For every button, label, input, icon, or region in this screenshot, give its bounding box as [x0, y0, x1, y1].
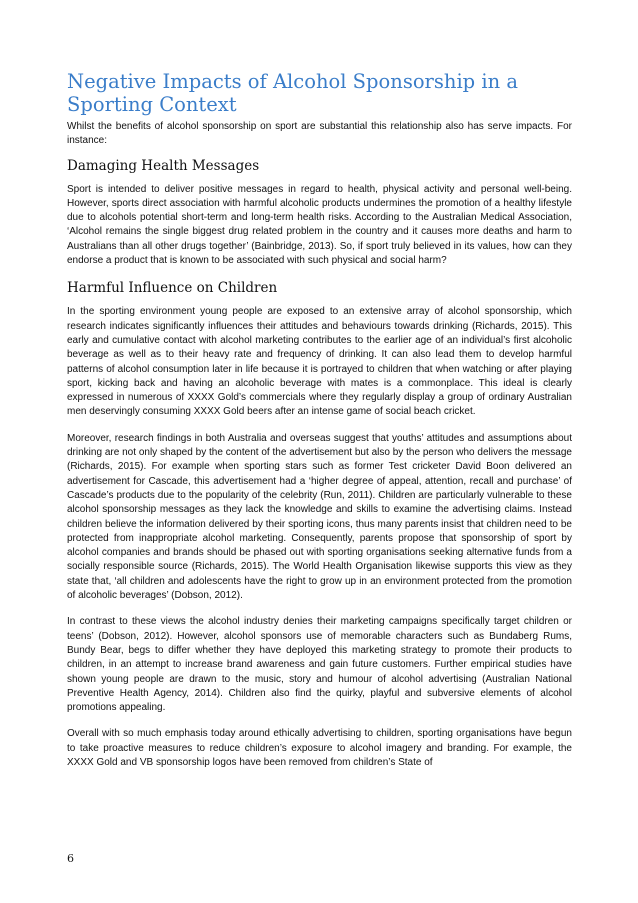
paragraph-children-4: Overall with so much emphasis today around ethically advertising to children, sporting organisations have begun to take proactive measures to reduce children’s exposure to alcohol imagery and branding. For example, the XXXX Gold and VB sponsorship logos have been removed from children’s State of: [67, 728, 572, 768]
document-page: [67, 70, 572, 782]
section-heading-health: Damaging Health Messages: [67, 157, 260, 174]
section-heading-children: Harmful Influence on Children: [67, 280, 278, 297]
paragraph-children-3: In contrast to these views the alcohol industry denies their marketing campaigns specifically target children or teens’ (Dobson, 2012). However, alcohol sponsors use of memorable characters such as Bundaberg Rums, Bundy Bear, begs to differ whether they have deployed this marketing strategy to promote their products to children, in an attempt to increase brand awareness and gain future customers. Further empirical studies have shown young people are drawn to the music, story and humour of alcohol advertising (Australian National Preventive Health Agency, 2014). Children also find the quirky, playful and subversive elements of alcohol promotions appealing.: [67, 616, 572, 714]
paragraph-children-2: Moreover, research findings in both Australia and overseas suggest that youths’ attitudes and assumptions about drinking are not only shaped by the content of the advertisement but also by the person who delivers the message (Richards, 2015). For example when sporting stars such as former Test cricketer David Boon delivered an advertisement for Cascade, this advertisement had a ‘higher degree of appeal, attention, recall and purchase’ of Cascade’s products due to the popularity of the celebrity (Run, 2011). Children are particularly vulnerable to these alcohol sponsorship messages as they lack the knowledge and skills to examine the advertising claims. Instead children believe the information delivered by their sporting icons, thus many parents insist that children need to be protected from inappropriate alcohol marketing. Consequently, parents propose that sponsorship of sport by alcohol companies and brands should be phased out with sporting organisations seeking alternative funds from a socially responsible source (Richards, 2015). The World Health Organisation likewise supports this view as they state that, ‘all children and adolescents have the right to grow up in an environment protected from the promotion of alcoholic beverages’ (Dobson, 2012).: [67, 432, 572, 602]
paragraph-children-1: In the sporting environment young people are exposed to an extensive array of alcohol sponsorship, which research indicates significantly influences their attitudes and behaviours towards drinking (Richards, 2015). This early and cumulative contact with alcohol marketing contributes to the earlier age of an individual’s first alcoholic beverage as well as to their heavy rate and frequency of drinking. It can also lead them to develop harmful patterns of alcohol consumption later in life because it is portrayed to children that when watching or after playing sport, kicking back and having an alcoholic beverage with mates is a commonplace. This ideal is clearly expressed in numerous of XXXX Gold’s commercials where they regularly display a group of ordinary Australian men deservingly consuming XXXX Gold beers after an intense game of social beach cricket.: [67, 306, 572, 418]
page-title: Negative Impacts of Alcohol Sponsorship in a Sporting Context: [67, 70, 518, 116]
intro-paragraph: Whilst the benefits of alcohol sponsorship on sport are substantial this relationship also has serve impacts. For instance:: [67, 121, 572, 147]
paragraph-health: Sport is intended to deliver positive messages in regard to health, physical activity and personal well-being. However, sports direct association with harmful alcoholic products undermines the promotion of a healthy lifestyle due to alcohols potential short-term and long-term health risks. According to the Australian Medical Association, ‘Alcohol remains the single biggest drug related problem in the country and it causes more deaths and harm to Australians than all other drugs together’ (Bainbridge, 2013). So, if sport truly believed in its values, how can they endorse a product that is known to be associated with such physical and social harm?: [67, 183, 572, 267]
page-number: 6: [67, 852, 74, 865]
